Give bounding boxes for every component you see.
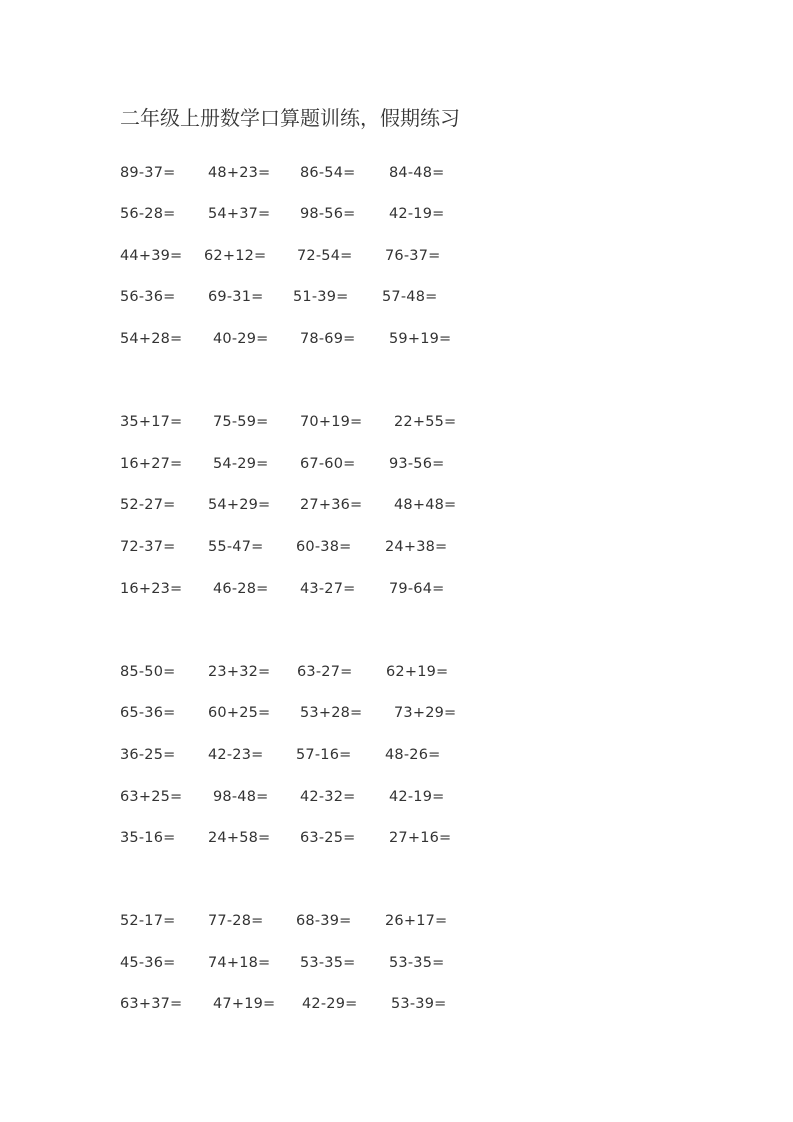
problem-item: 43-27= (300, 581, 356, 597)
problem-row (0, 162, 793, 184)
problem-item: 42-29= (302, 996, 358, 1012)
problem-item: 53-39= (391, 996, 447, 1012)
problem-row (0, 494, 793, 516)
problem-item: 46-28= (213, 581, 269, 597)
problem-item: 57-48= (382, 289, 438, 305)
problem-item: 45-36= (120, 955, 176, 971)
problem-row (0, 411, 793, 433)
problem-item: 77-28= (208, 913, 264, 929)
problem-item: 16+27= (120, 456, 183, 472)
problem-item: 78-69= (300, 331, 356, 347)
problem-item: 62+19= (386, 664, 449, 680)
problem-item: 63-27= (297, 664, 353, 680)
problem-item: 62+12= (204, 248, 267, 264)
problem-row (0, 910, 793, 932)
problem-item: 89-37= (120, 165, 176, 181)
problem-item: 56-36= (120, 289, 176, 305)
problem-row (0, 286, 793, 308)
problem-item: 85-50= (120, 664, 176, 680)
problem-item: 63+25= (120, 789, 183, 805)
problem-item: 52-27= (120, 497, 176, 513)
problem-item: 68-39= (296, 913, 352, 929)
problem-item: 24+58= (208, 830, 271, 846)
problem-item: 70+19= (300, 414, 363, 430)
problem-item: 53+28= (300, 705, 363, 721)
problem-item: 51-39= (293, 289, 349, 305)
problem-row (0, 952, 793, 974)
problem-item: 60+25= (208, 705, 271, 721)
problem-item: 35+17= (120, 414, 183, 430)
problem-item: 42-19= (389, 206, 445, 222)
problem-item: 42-32= (300, 789, 356, 805)
problem-item: 42-19= (389, 789, 445, 805)
problem-item: 52-17= (120, 913, 176, 929)
problem-item: 84-48= (389, 165, 445, 181)
problem-item: 27+16= (389, 830, 452, 846)
page-title: 二年级上册数学口算题训练，假期练习 (120, 106, 460, 130)
problem-item: 22+55= (394, 414, 457, 430)
problem-item: 76-37= (385, 248, 441, 264)
problem-item: 54+28= (120, 331, 183, 347)
problem-row (0, 578, 793, 600)
problem-item: 74+18= (208, 955, 271, 971)
problem-item: 59+19= (389, 331, 452, 347)
problem-item: 23+32= (208, 664, 271, 680)
problem-item: 69-31= (208, 289, 264, 305)
problem-row (0, 786, 793, 808)
problem-item: 27+36= (300, 497, 363, 513)
problem-item: 65-36= (120, 705, 176, 721)
problem-row (0, 744, 793, 766)
problem-item: 86-54= (300, 165, 356, 181)
problem-item: 36-25= (120, 747, 176, 763)
problem-row (0, 203, 793, 225)
problem-row (0, 328, 793, 350)
problem-item: 44+39= (120, 248, 183, 264)
problem-item: 98-56= (300, 206, 356, 222)
problem-item: 79-64= (389, 581, 445, 597)
problem-item: 73+29= (394, 705, 457, 721)
problem-item: 35-16= (120, 830, 176, 846)
problem-item: 48+48= (394, 497, 457, 513)
problem-item: 53-35= (389, 955, 445, 971)
problem-item: 48+23= (208, 165, 271, 181)
problem-row (0, 661, 793, 683)
problem-item: 93-56= (389, 456, 445, 472)
problem-item: 57-16= (296, 747, 352, 763)
problem-item: 16+23= (120, 581, 183, 597)
problem-item: 42-23= (208, 747, 264, 763)
problem-item: 67-60= (300, 456, 356, 472)
problem-row (0, 453, 793, 475)
problem-item: 48-26= (385, 747, 441, 763)
problem-item: 53-35= (300, 955, 356, 971)
problem-item: 56-28= (120, 206, 176, 222)
problem-item: 75-59= (213, 414, 269, 430)
problem-item: 63-25= (300, 830, 356, 846)
problem-item: 26+17= (385, 913, 448, 929)
problem-row (0, 536, 793, 558)
problem-item: 40-29= (213, 331, 269, 347)
problem-item: 72-54= (297, 248, 353, 264)
problem-item: 54+29= (208, 497, 271, 513)
problem-item: 47+19= (213, 996, 276, 1012)
problem-item: 60-38= (296, 539, 352, 555)
problem-row (0, 993, 793, 1015)
problem-item: 54+37= (208, 206, 271, 222)
problem-item: 55-47= (208, 539, 264, 555)
problem-item: 63+37= (120, 996, 183, 1012)
problem-item: 54-29= (213, 456, 269, 472)
problem-row (0, 245, 793, 267)
problem-row (0, 702, 793, 724)
problem-item: 98-48= (213, 789, 269, 805)
problem-item: 24+38= (385, 539, 448, 555)
problem-row (0, 827, 793, 849)
problem-item: 72-37= (120, 539, 176, 555)
